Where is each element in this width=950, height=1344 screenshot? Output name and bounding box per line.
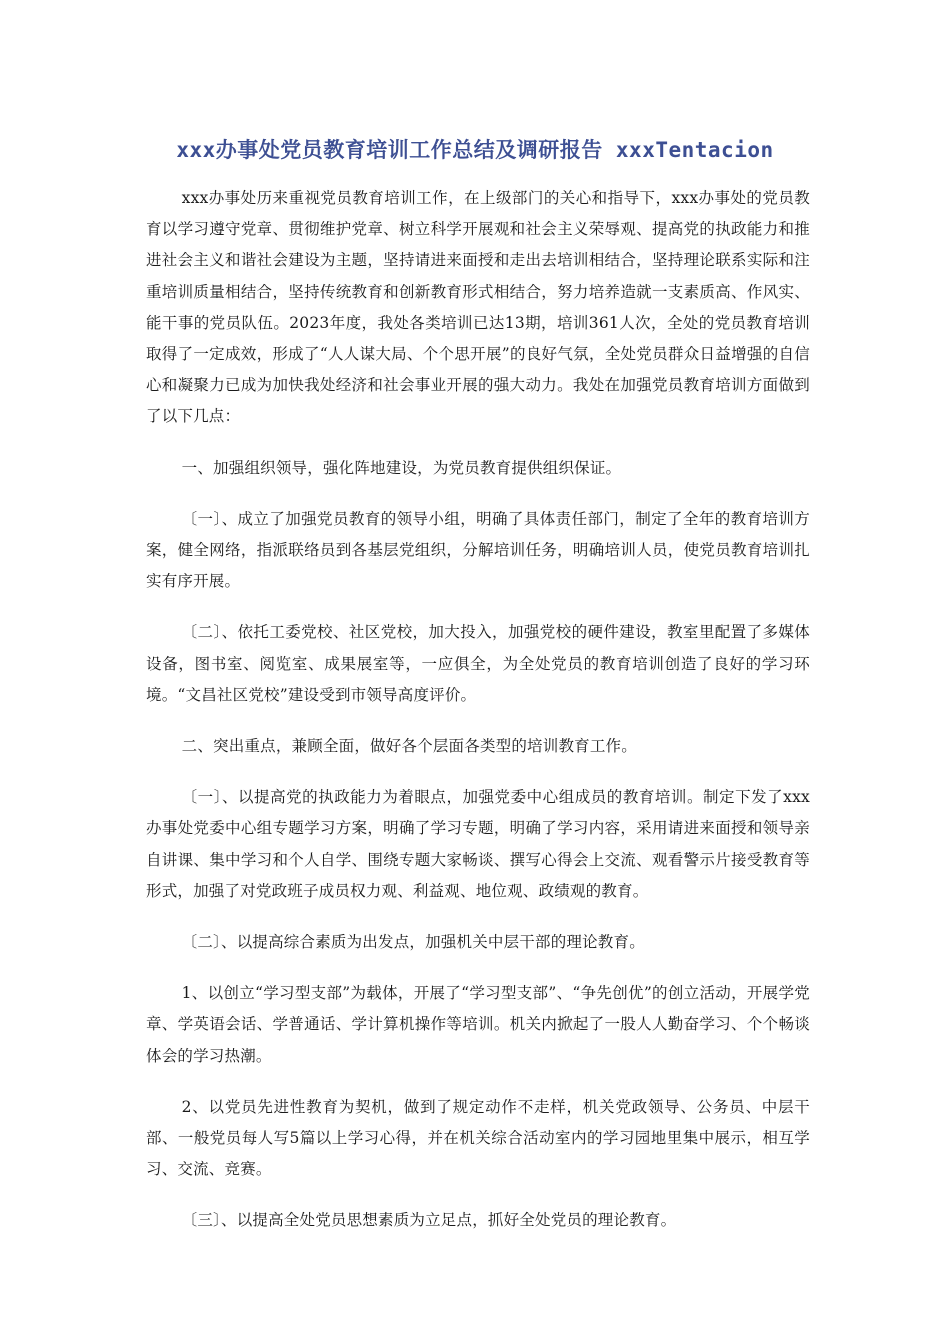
document-body [146,183,810,1257]
section-heading-1: 一、加强组织领导，强化阵地建设，为党员教育提供组织保证。 [181,458,622,477]
paragraph-1-1: 〔一〕、成立了加强党员教育的领导小组，明确了具体责任部门，制定了全年的教育培训方案，健全网络，指派联络员到各基层党组织，分解培训任务，明确培训人员，使党员教育培训扎实有序开展。 [146,509,810,591]
section-heading-2: 二、突出重点，兼顾全面，做好各个层面各类型的培训教育工作。 [181,737,637,756]
paragraph-2-1: 〔一〕、以提高党的执政能力为着眼点，加强党委中心组成员的教育培训。制定下发了xxx办事处党委中心组专题学习方案，明确了学习专题，明确了学习内容，采用请进来面授和领导亲自讲课、集中学习和个人自学、围绕专题大家畅谈、撰写心得会上交流、观看警示片接受教育等形式，加强了对党政班子成员权力观、利益观、地位观、政绩观的教育。 [146,788,810,900]
paragraph-1-2: 〔二〕、依托工委党校、社区党校，加大投入，加强党校的硬件建设，教室里配置了多媒体设备，图书室、阅览室、成果展室等，一应俱全，为全处党员的教育培训创造了良好的学习环境。“文昌社区党校”建设受到市领导高度评价。 [146,623,810,704]
paragraph-2-2-item-2: 2、以党员先进性教育为契机，做到了规定动作不走样，机关党政领导、公务员、中层干部、一般党员每人写5篇以上学习心得，并在机关综合活动室内的学习园地里集中展示，相互学习、交流、竞赛。 [146,1097,810,1179]
paragraph-2-2: 〔二〕、以提高综合素质为出发点，加强机关中层干部的理论教育。 [181,933,645,952]
paragraph-intro: xxx办事处历来重视党员教育培训工作，在上级部门的关心和指导下，xxx办事处的党员教育以学习遵守党章、贯彻维护党章、树立科学开展观和社会主义荣辱观、提高党的执政能力和推进社会主义和谐社会建设为主题，坚持请进来面授和走出去培训相结合，坚持理论联系实际和注重培训质量相结合，坚持传统教育和创新教育形式相结合，努力培养造就一支素质高、作风实、能干事的党员队伍。2023年度，我处各类培训已达13期，培训361人次，全处的党员教育培训取得了一定成效，形成了“人人谋大局、个个思开展”的良好气氛，全处党员群众日益增强的自信心和凝聚力已成为加快我处经济和社会事业开展的强大动力。我处在加强党员教育培训方面做到了以下几点： [146,189,810,426]
paragraph-2-3: 〔三〕、以提高全处党员思想素质为立足点，抓好全处党员的理论教育。 [181,1211,677,1230]
document-title: xxx办事处党员教育培训工作总结及调研报告 xxxTentacion [176,138,774,162]
paragraph-2-2-item-1: 1、以创立“学习型支部”为载体，开展了“学习型支部”、“争先创优”的创立活动，开展学党章、学英语会话、学普通话、学计算机操作等培训。机关内掀起了一股人人勤奋学习、个个畅谈体会的学习热潮。 [146,984,810,1065]
